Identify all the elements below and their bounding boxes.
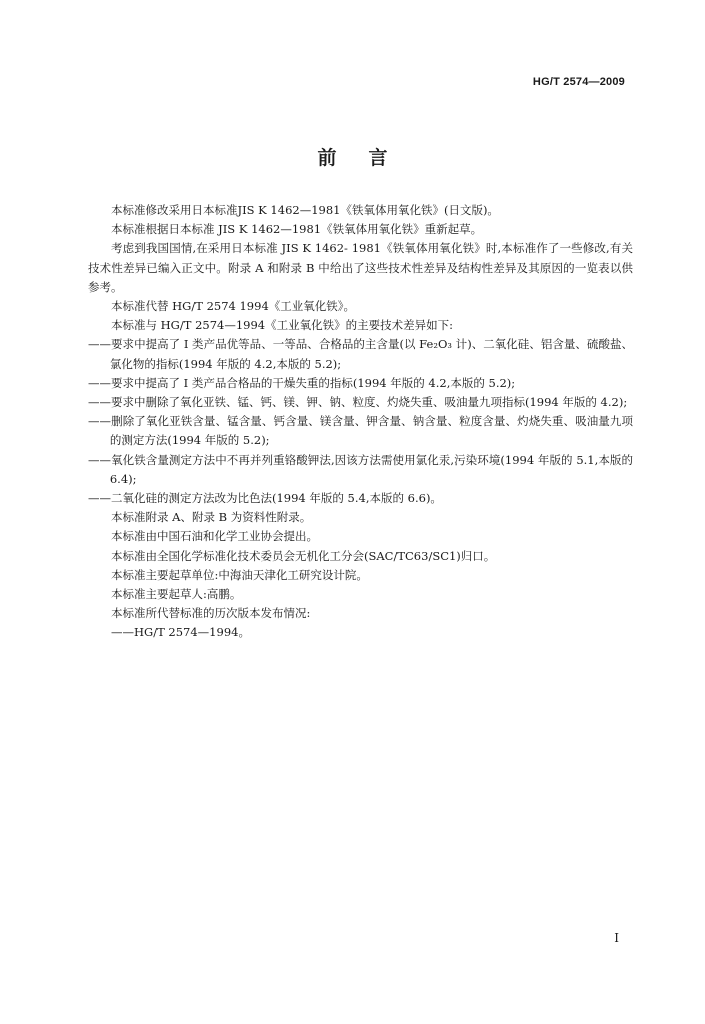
page-number: I bbox=[614, 931, 619, 945]
difference-item-4: ——删除了氧化亚铁含量、锰含量、钙含量、镁含量、钾含量、钠含量、粒度含量、灼烧失重、吸油量九项的测定方法(1994 年版的 5.2); bbox=[88, 414, 633, 448]
difference-item-2: ——要求中提高了 I 类产品合格品的干燥失重的指标(1994 年版的 4.2,本版的 5.2); bbox=[88, 375, 516, 390]
difference-item-5: ——氧化铁含量测定方法中不再并列重铬酸钾法,因该方法需使用氯化汞,污染环境(1994 年版的 5.1,本版的 6.4); bbox=[88, 452, 633, 486]
paragraph-adoption: 本标准修改采用日本标准JIS K 1462—1981《铁氧体用氧化铁》(日文版)。 bbox=[111, 203, 499, 217]
document-body bbox=[88, 201, 633, 643]
paragraph-modifications: 考虑到我国国情,在采用日本标准 JIS K 1462- 1981《铁氧体用氧化铁》时,本标准作了一些修改,有关技术性差异已编入正文中。附录 A 和附录 B 中给出了这些技术性差异及结构性差异及其原因的一览表以供参考。 bbox=[88, 241, 633, 294]
paragraph-proposed-by: 本标准由中国石油和化学工业协会提出。 bbox=[111, 529, 318, 544]
standard-code: HG/T 2574—2009 bbox=[532, 76, 625, 88]
paragraph-history-intro: 本标准所代替标准的历次版本发布情况: bbox=[111, 606, 311, 621]
paragraph-annexes: 本标准附录 A、附录 B 为资料性附录。 bbox=[111, 510, 312, 525]
paragraph-differences-intro: 本标准与 HG/T 2574—1994《工业氧化铁》的主要技术差异如下: bbox=[111, 318, 453, 333]
difference-item-6: ——二氧化硅的测定方法改为比色法(1994 年版的 5.4,本版的 6.6)。 bbox=[88, 491, 442, 506]
page-title: 前言 bbox=[317, 147, 420, 169]
paragraph-drafter: 本标准主要起草人:高鹏。 bbox=[111, 587, 242, 602]
paragraph-drafting-unit: 本标准主要起草单位:中海油天津化工研究设计院。 bbox=[111, 567, 368, 582]
difference-item-1: ——要求中提高了 I 类产品优等品、一等品、合格品的主含量(以 Fe₂O₃ 计)、二氧化硅、铝含量、硫酸盐、氯化物的指标(1994 年版的 4.2,本版的 5.2); bbox=[88, 337, 633, 371]
difference-item-3: ——要求中删除了氧化亚铁、锰、钙、镁、钾、钠、粒度、灼烧失重、吸油量九项指标(1994 年版的 4.2); bbox=[88, 395, 628, 410]
paragraph-centralized-by: 本标准由全国化学标准化技术委员会无机化工分会(SAC/TC63/SC1)归口。 bbox=[111, 548, 496, 563]
history-item-1: ——HG/T 2574—1994。 bbox=[111, 625, 250, 640]
paragraph-drafting-basis: 本标准根据日本标准 JIS K 1462—1981《铁氧体用氧化铁》重新起草。 bbox=[111, 222, 483, 237]
paragraph-replaces: 本标准代替 HG/T 2574 1994《工业氧化铁》。 bbox=[111, 299, 356, 314]
